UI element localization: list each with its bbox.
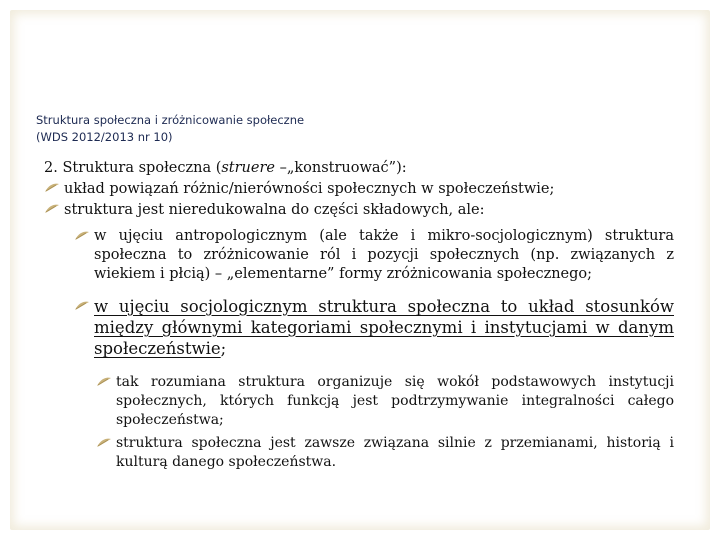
slide-content	[44, 158, 674, 472]
slide-title-line-1: Struktura społeczna i zróżnicowanie społeczne	[36, 113, 305, 127]
heading-prefix: 2. Struktura społeczna (	[44, 160, 222, 176]
sub-sub-bullet-item	[96, 373, 674, 430]
bullet-item	[44, 179, 674, 200]
heading-italic-term: struere	[221, 160, 275, 176]
feather-bullet-icon	[74, 230, 90, 242]
bullet-text: struktura jest nieredukowalna do części składowych, ale:	[64, 202, 485, 218]
sub-sub-bullet-item	[96, 434, 674, 472]
underlined-definition: w ujęciu socjologicznym struktura społeczna to układ stosunków między głównymi kategoriami społecznymi i instytucjami w danym społeczeństwie	[94, 297, 674, 358]
sub-sub-bullet-text: tak rozumiana struktura organizuje się wokół podstawowych instytucji społecznych, których funkcją jest podtrzymywanie integralności całego społeczeństwa;	[116, 374, 674, 428]
sub-bullet-item	[74, 227, 674, 284]
slide-title	[36, 112, 304, 146]
slide-title-line-2: (WDS 2012/2013 nr 10)	[36, 130, 173, 144]
feather-bullet-icon	[74, 300, 90, 312]
feather-bullet-icon	[44, 182, 60, 194]
section-heading	[44, 158, 674, 179]
heading-suffix: –„konstruować”):	[275, 160, 407, 176]
feather-bullet-icon	[96, 437, 112, 449]
definition-tail: ;	[220, 339, 227, 358]
feather-bullet-icon	[44, 203, 60, 215]
sub-bullet-item-emphasized	[74, 296, 674, 359]
sub-bullet-text: w ujęciu antropologicznym (ale także i mikro-socjologicznym) struktura społeczna to zróżnicowanie ról i pozycji społecznych (np. związanych z wiekiem i płcią) – „elementarne” formy zróżnicowania społecznego;	[94, 228, 674, 282]
sub-sub-bullet-text: struktura społeczna jest zawsze związana silnie z przemianami, historią i kulturą danego społeczeństwa.	[116, 435, 674, 470]
feather-bullet-icon	[96, 376, 112, 388]
bullet-item	[44, 200, 674, 221]
bullet-text: układ powiązań różnic/nierówności społecznych w społeczeństwie;	[64, 181, 555, 197]
